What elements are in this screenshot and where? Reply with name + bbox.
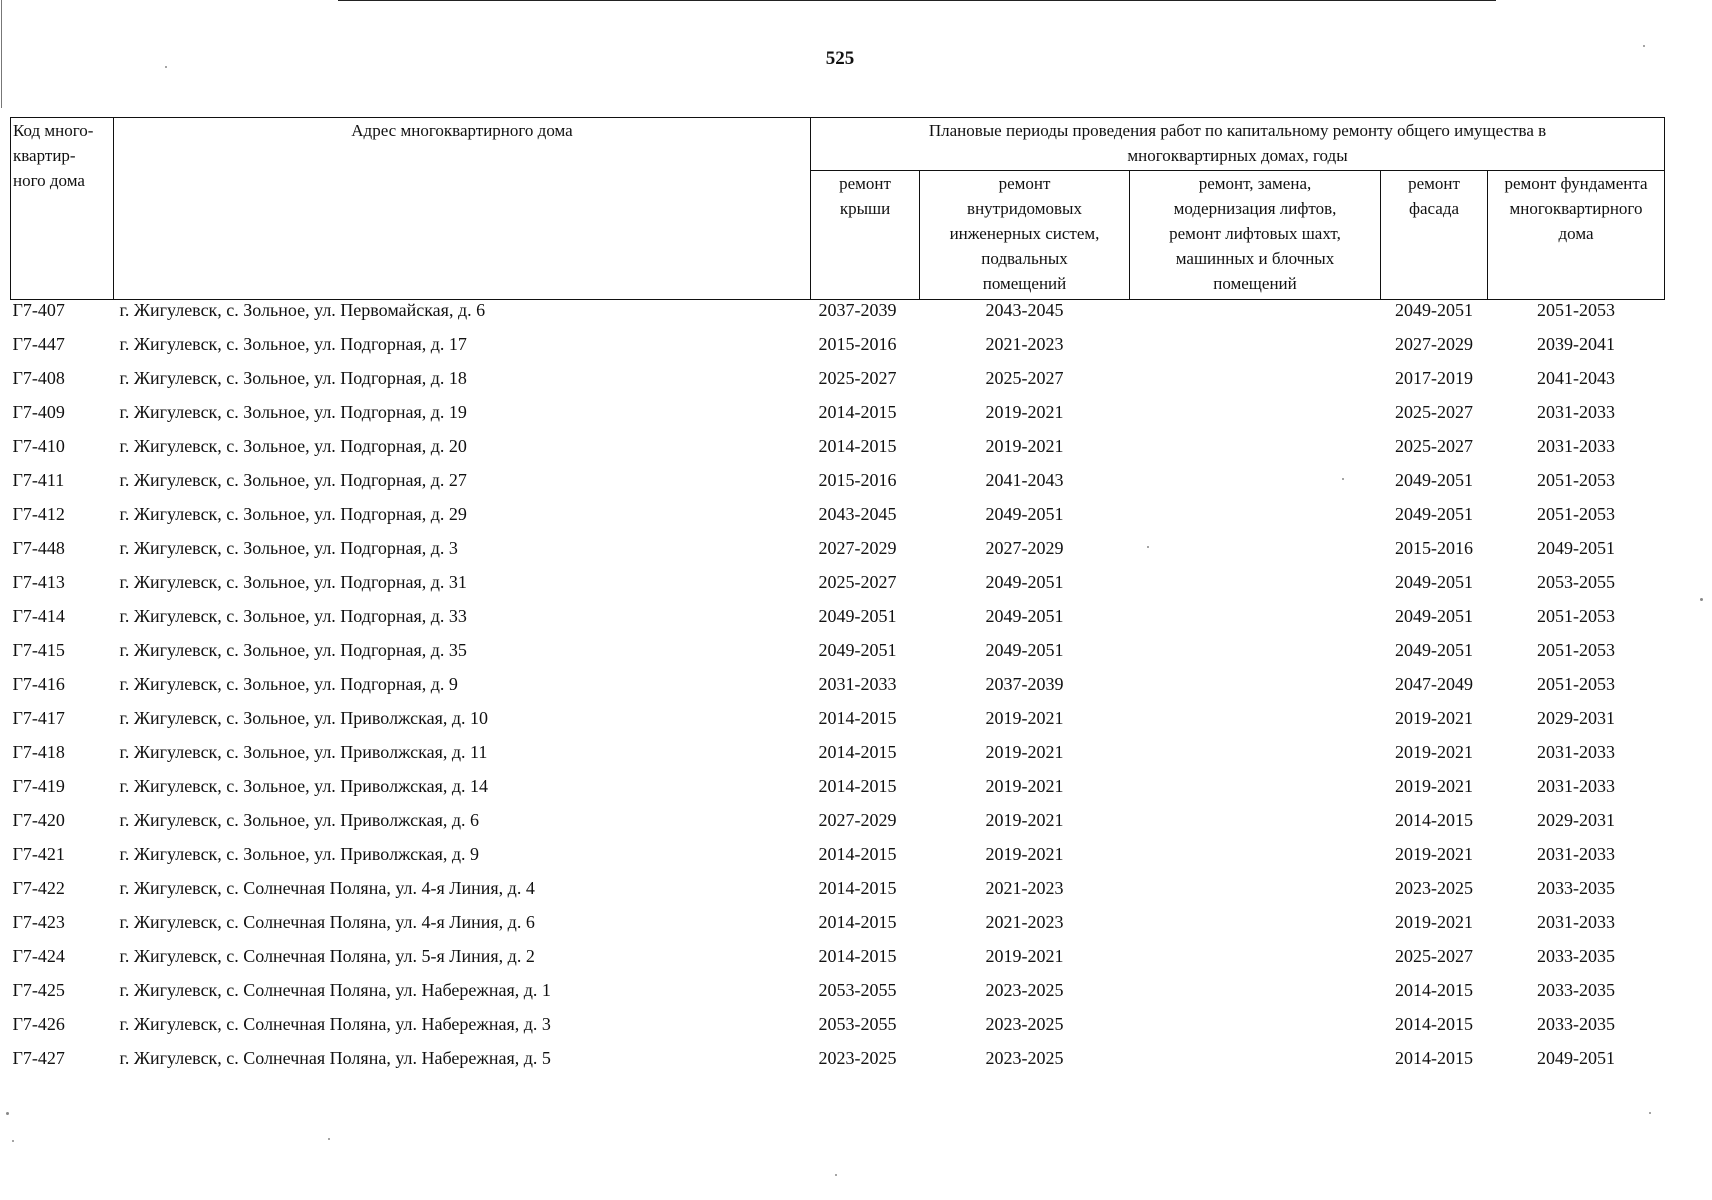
engineering-period-cell: 2049-2051 <box>985 504 1064 524</box>
elevator-period-cell <box>1130 844 1381 878</box>
building-code-cell: Г7-418 <box>12 742 65 762</box>
facade-period-cell: 2014-2015 <box>1395 1048 1473 1068</box>
building-code-cell: Г7-426 <box>12 1014 65 1034</box>
address-cell: г. Жигулевск, с. Зольное, ул. Приволжская, д. 9 <box>119 844 480 864</box>
roof-period-cell: 2014-2015 <box>818 844 897 864</box>
address-cell: г. Жигулевск, с. Зольное, ул. Подгорная, д. 20 <box>119 436 467 456</box>
roof-period-cell: 2031-2033 <box>818 674 897 694</box>
building-code-cell: Г7-410 <box>12 436 65 456</box>
facade-period-cell: 2019-2021 <box>1395 708 1473 728</box>
scan-edge <box>1 0 2 108</box>
foundation-period-cell: 2031-2033 <box>1537 436 1615 456</box>
address-cell: г. Жигулевск, с. Зольное, ул. Приволжская, д. 10 <box>119 708 489 728</box>
foundation-period-cell: 2051-2053 <box>1537 606 1615 626</box>
address-cell: г. Жигулевск, с. Зольное, ул. Подгорная, д. 27 <box>119 470 467 490</box>
building-code-cell: Г7-419 <box>12 776 65 796</box>
building-code-cell: Г7-427 <box>12 1048 65 1068</box>
engineering-period-cell: 2019-2021 <box>985 810 1064 830</box>
capital-repair-table <box>10 117 1665 1082</box>
scan-speck <box>6 1112 9 1115</box>
engineering-period-cell: 2021-2023 <box>985 334 1064 354</box>
address-cell: г. Жигулевск, с. Зольное, ул. Подгорная, д. 19 <box>119 402 467 422</box>
facade-period-cell: 2025-2027 <box>1395 436 1473 456</box>
foundation-period-cell: 2051-2053 <box>1537 470 1615 490</box>
engineering-period-cell: 2049-2051 <box>985 572 1064 592</box>
roof-period-cell: 2014-2015 <box>818 912 897 932</box>
building-code-cell: Г7-448 <box>12 538 65 558</box>
roof-period-cell: 2049-2051 <box>818 606 897 626</box>
facade-period-cell: 2019-2021 <box>1395 742 1473 762</box>
building-code-cell: Г7-422 <box>12 878 65 898</box>
table-row <box>11 436 1665 470</box>
scan-speck <box>1643 45 1645 47</box>
elevator-period-cell <box>1130 640 1381 674</box>
foundation-period-cell: 2041-2043 <box>1537 368 1615 388</box>
roof-period-cell: 2015-2016 <box>818 470 897 490</box>
engineering-period-cell: 2023-2025 <box>985 1048 1064 1068</box>
engineering-period-cell: 2043-2045 <box>985 300 1064 320</box>
address-cell: г. Жигулевск, с. Зольное, ул. Первомайская, д. 6 <box>119 300 486 320</box>
facade-period-cell: 2014-2015 <box>1395 810 1473 830</box>
building-code-cell: Г7-423 <box>12 912 65 932</box>
roof-period-cell: 2037-2039 <box>818 300 897 320</box>
table-row <box>11 470 1665 504</box>
table-row <box>11 368 1665 402</box>
elevator-period-cell <box>1130 1014 1381 1048</box>
engineering-period-cell: 2023-2025 <box>985 1014 1064 1034</box>
roof-period-cell: 2014-2015 <box>818 776 897 796</box>
table-row <box>11 946 1665 980</box>
table-row <box>11 300 1665 335</box>
table-row <box>11 572 1665 606</box>
foundation-period-cell: 2051-2053 <box>1537 640 1615 660</box>
table-row <box>11 742 1665 776</box>
facade-period-cell: 2014-2015 <box>1395 1014 1473 1034</box>
building-code-cell: Г7-414 <box>12 606 65 626</box>
table-row <box>11 504 1665 538</box>
facade-period-cell: 2019-2021 <box>1395 776 1473 796</box>
elevator-period-cell <box>1130 300 1381 335</box>
table-row <box>11 810 1665 844</box>
elevator-period-cell <box>1130 708 1381 742</box>
roof-period-cell: 2027-2029 <box>818 538 897 558</box>
engineering-period-cell: 2019-2021 <box>985 776 1064 796</box>
roof-period-cell: 2014-2015 <box>818 742 897 762</box>
roof-period-cell: 2025-2027 <box>818 572 897 592</box>
roof-period-cell: 2014-2015 <box>818 708 897 728</box>
scan-speck <box>1147 546 1149 548</box>
elevator-period-cell <box>1130 810 1381 844</box>
building-code-cell: Г7-416 <box>12 674 65 694</box>
elevator-period-cell <box>1130 742 1381 776</box>
building-code-cell: Г7-407 <box>12 300 65 320</box>
table-row <box>11 844 1665 878</box>
engineering-period-cell: 2049-2051 <box>985 640 1064 660</box>
foundation-period-cell: 2031-2033 <box>1537 844 1615 864</box>
engineering-period-cell: 2019-2021 <box>985 436 1064 456</box>
header-elevators: ремонт, замена, модернизация лифтов, ремонт лифтовых шахт, машинных и блочных помещений <box>1130 171 1381 300</box>
address-cell: г. Жигулевск, с. Зольное, ул. Подгорная, д. 31 <box>119 572 467 592</box>
header-roof-repair: ремонт крыши <box>811 171 920 300</box>
facade-period-cell: 2014-2015 <box>1395 980 1473 1000</box>
elevator-period-cell <box>1130 368 1381 402</box>
elevator-period-cell <box>1130 470 1381 504</box>
facade-period-cell: 2015-2016 <box>1395 538 1473 558</box>
building-code-cell: Г7-421 <box>12 844 65 864</box>
address-cell: г. Жигулевск, с. Солнечная Поляна, ул. 4-я Линия, д. 6 <box>119 912 535 932</box>
engineering-period-cell: 2021-2023 <box>985 912 1064 932</box>
scan-speck <box>835 1174 837 1176</box>
roof-period-cell: 2043-2045 <box>818 504 897 524</box>
address-cell: г. Жигулевск, с. Зольное, ул. Подгорная, д. 29 <box>119 504 467 524</box>
address-cell: г. Жигулевск, с. Солнечная Поляна, ул. Набережная, д. 3 <box>119 1014 551 1034</box>
foundation-period-cell: 2033-2035 <box>1537 878 1615 898</box>
engineering-period-cell: 2041-2043 <box>985 470 1064 490</box>
scan-speck <box>328 1138 330 1140</box>
header-building-code: Код много- квартир- ного дома <box>11 118 114 300</box>
foundation-period-cell: 2031-2033 <box>1537 402 1615 422</box>
foundation-period-cell: 2049-2051 <box>1537 1048 1615 1068</box>
table-row <box>11 674 1665 708</box>
roof-period-cell: 2053-2055 <box>818 1014 897 1034</box>
facade-period-cell: 2019-2021 <box>1395 912 1473 932</box>
engineering-period-cell: 2025-2027 <box>985 368 1064 388</box>
facade-period-cell: 2025-2027 <box>1395 402 1473 422</box>
header-engineering-systems: ремонт внутридомовых инженерных систем, подвальных помещений <box>920 171 1130 300</box>
elevator-period-cell <box>1130 436 1381 470</box>
roof-period-cell: 2014-2015 <box>818 946 897 966</box>
elevator-period-cell <box>1130 572 1381 606</box>
address-cell: г. Жигулевск, с. Зольное, ул. Подгорная, д. 18 <box>119 368 467 388</box>
foundation-period-cell: 2051-2053 <box>1537 674 1615 694</box>
address-cell: г. Жигулевск, с. Солнечная Поляна, ул. 4-я Линия, д. 4 <box>119 878 535 898</box>
table-row <box>11 1048 1665 1082</box>
engineering-period-cell: 2027-2029 <box>985 538 1064 558</box>
engineering-period-cell: 2019-2021 <box>985 402 1064 422</box>
building-code-cell: Г7-417 <box>12 708 65 728</box>
roof-period-cell: 2025-2027 <box>818 368 897 388</box>
table-row <box>11 334 1665 368</box>
building-code-cell: Г7-447 <box>12 334 65 354</box>
page-number: 525 <box>825 48 855 69</box>
engineering-period-cell: 2019-2021 <box>985 844 1064 864</box>
foundation-period-cell: 2051-2053 <box>1537 504 1615 524</box>
facade-period-cell: 2049-2051 <box>1395 300 1473 320</box>
address-cell: г. Жигулевск, с. Зольное, ул. Подгорная, д. 3 <box>119 538 458 558</box>
building-code-cell: Г7-425 <box>12 980 65 1000</box>
facade-period-cell: 2025-2027 <box>1395 946 1473 966</box>
header-facade-repair: ремонт фасада <box>1381 171 1488 300</box>
elevator-period-cell <box>1130 606 1381 640</box>
facade-period-cell: 2049-2051 <box>1395 470 1473 490</box>
scan-speck <box>1700 598 1703 601</box>
header-foundation-repair: ремонт фундамента многоквартирного дома <box>1488 171 1665 300</box>
table-row <box>11 878 1665 912</box>
engineering-period-cell: 2037-2039 <box>985 674 1064 694</box>
table-row <box>11 776 1665 810</box>
table-row <box>11 1014 1665 1048</box>
foundation-period-cell: 2033-2035 <box>1537 980 1615 1000</box>
address-cell: г. Жигулевск, с. Зольное, ул. Приволжская, д. 14 <box>119 776 489 796</box>
building-code-cell: Г7-412 <box>12 504 65 524</box>
building-code-cell: Г7-424 <box>12 946 65 966</box>
building-code-cell: Г7-413 <box>12 572 65 592</box>
foundation-period-cell: 2029-2031 <box>1537 708 1615 728</box>
header-planned-periods: Плановые периоды проведения работ по капитальному ремонту общего имущества в многоквартирных домах, годы <box>811 118 1665 171</box>
scan-speck <box>1649 1112 1651 1114</box>
foundation-period-cell: 2053-2055 <box>1537 572 1615 592</box>
elevator-period-cell <box>1130 912 1381 946</box>
elevator-period-cell <box>1130 674 1381 708</box>
building-code-cell: Г7-409 <box>12 402 65 422</box>
foundation-period-cell: 2051-2053 <box>1537 300 1615 320</box>
engineering-period-cell: 2049-2051 <box>985 606 1064 626</box>
foundation-period-cell: 2031-2033 <box>1537 776 1615 796</box>
scan-speck <box>1342 478 1344 480</box>
address-cell: г. Жигулевск, с. Зольное, ул. Приволжская, д. 6 <box>119 810 480 830</box>
scan-speck <box>165 66 167 68</box>
foundation-period-cell: 2039-2041 <box>1537 334 1615 354</box>
table-row <box>11 402 1665 436</box>
facade-period-cell: 2047-2049 <box>1395 674 1473 694</box>
engineering-period-cell: 2019-2021 <box>985 742 1064 762</box>
roof-period-cell: 2014-2015 <box>818 436 897 456</box>
engineering-period-cell: 2019-2021 <box>985 946 1064 966</box>
foundation-period-cell: 2033-2035 <box>1537 946 1615 966</box>
facade-period-cell: 2027-2029 <box>1395 334 1473 354</box>
elevator-period-cell <box>1130 402 1381 436</box>
engineering-period-cell: 2023-2025 <box>985 980 1064 1000</box>
roof-period-cell: 2014-2015 <box>818 878 897 898</box>
elevator-period-cell <box>1130 504 1381 538</box>
table-row <box>11 980 1665 1014</box>
engineering-period-cell: 2019-2021 <box>985 708 1064 728</box>
facade-period-cell: 2049-2051 <box>1395 572 1473 592</box>
building-code-cell: Г7-415 <box>12 640 65 660</box>
roof-period-cell: 2027-2029 <box>818 810 897 830</box>
facade-period-cell: 2023-2025 <box>1395 878 1473 898</box>
facade-period-cell: 2019-2021 <box>1395 844 1473 864</box>
building-code-cell: Г7-411 <box>12 470 65 490</box>
roof-period-cell: 2014-2015 <box>818 402 897 422</box>
elevator-period-cell <box>1130 776 1381 810</box>
foundation-period-cell: 2031-2033 <box>1537 742 1615 762</box>
engineering-period-cell: 2021-2023 <box>985 878 1064 898</box>
table-row <box>11 640 1665 674</box>
foundation-period-cell: 2049-2051 <box>1537 538 1615 558</box>
header-address: Адрес многоквартирного дома <box>114 118 811 300</box>
address-cell: г. Жигулевск, с. Солнечная Поляна, ул. Набережная, д. 1 <box>119 980 551 1000</box>
table-row <box>11 538 1665 572</box>
roof-period-cell: 2015-2016 <box>818 334 897 354</box>
table-row <box>11 912 1665 946</box>
elevator-period-cell <box>1130 946 1381 980</box>
elevator-period-cell <box>1130 980 1381 1014</box>
facade-period-cell: 2049-2051 <box>1395 504 1473 524</box>
address-cell: г. Жигулевск, с. Зольное, ул. Подгорная, д. 33 <box>119 606 467 626</box>
roof-period-cell: 2053-2055 <box>818 980 897 1000</box>
address-cell: г. Жигулевск, с. Зольное, ул. Подгорная, д. 35 <box>119 640 467 660</box>
table-row <box>11 708 1665 742</box>
table-row <box>11 606 1665 640</box>
roof-period-cell: 2049-2051 <box>818 640 897 660</box>
facade-period-cell: 2049-2051 <box>1395 640 1473 660</box>
address-cell: г. Жигулевск, с. Зольное, ул. Приволжская, д. 11 <box>119 742 488 762</box>
facade-period-cell: 2017-2019 <box>1395 368 1473 388</box>
roof-period-cell: 2023-2025 <box>818 1048 897 1068</box>
address-cell: г. Жигулевск, с. Солнечная Поляна, ул. 5-я Линия, д. 2 <box>119 946 535 966</box>
elevator-period-cell <box>1130 878 1381 912</box>
elevator-period-cell <box>1130 334 1381 368</box>
foundation-period-cell: 2031-2033 <box>1537 912 1615 932</box>
facade-period-cell: 2049-2051 <box>1395 606 1473 626</box>
address-cell: г. Жигулевск, с. Солнечная Поляна, ул. Набережная, д. 5 <box>119 1048 551 1068</box>
top-rule <box>338 0 1496 1</box>
elevator-period-cell <box>1130 1048 1381 1082</box>
building-code-cell: Г7-420 <box>12 810 65 830</box>
foundation-period-cell: 2029-2031 <box>1537 810 1615 830</box>
elevator-period-cell <box>1130 538 1381 572</box>
building-code-cell: Г7-408 <box>12 368 65 388</box>
table-body <box>11 300 1665 1083</box>
foundation-period-cell: 2033-2035 <box>1537 1014 1615 1034</box>
scan-speck <box>12 1140 14 1142</box>
address-cell: г. Жигулевск, с. Зольное, ул. Подгорная, д. 17 <box>119 334 467 354</box>
address-cell: г. Жигулевск, с. Зольное, ул. Подгорная, д. 9 <box>119 674 458 694</box>
